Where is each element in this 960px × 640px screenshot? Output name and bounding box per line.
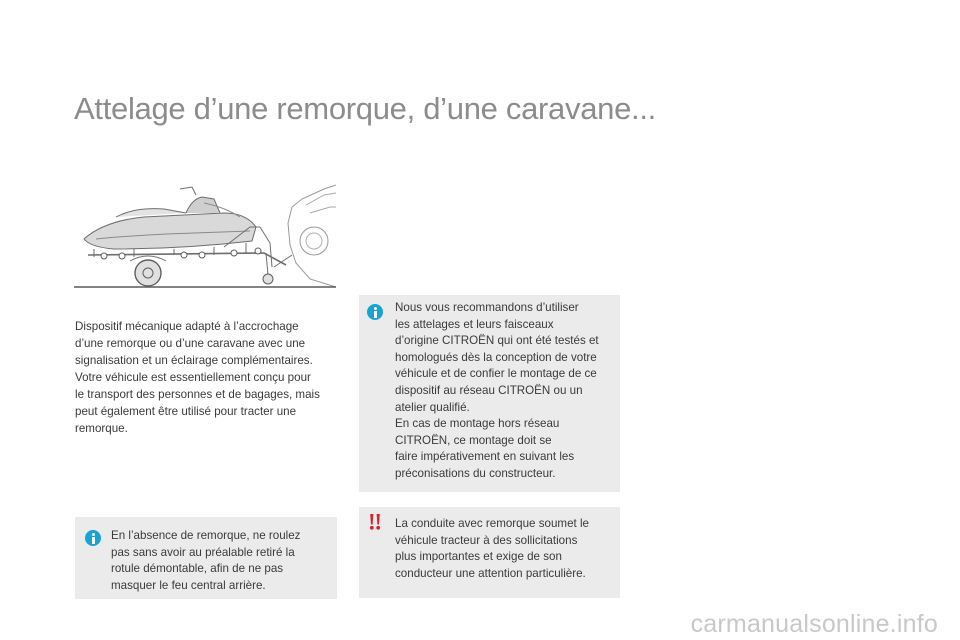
- warning-note-box: [359, 507, 620, 598]
- page-title: Attelage d’une remorque, d’une caravane...: [74, 91, 656, 126]
- note-line: pas sans avoir au préalable retiré la: [111, 545, 295, 559]
- intro-line: le transport des personnes et de bagages, mais: [75, 388, 320, 401]
- intro-line: d’une remorque ou d’une caravane avec une: [75, 337, 306, 350]
- note-line: En l’absence de remorque, ne roulez: [111, 529, 301, 542]
- note-line: CITROËN, ce montage doit se: [395, 433, 552, 447]
- note-line: Nous vous recommandons d’utiliser: [395, 301, 579, 314]
- info-icon: [367, 304, 383, 320]
- note-line: d’origine CITROËN qui ont été testés et: [395, 334, 599, 348]
- note-line: véhicule tracteur à des sollicitations: [395, 533, 578, 547]
- note-line: préconisations du constructeur.: [395, 466, 556, 480]
- double-exclamation-icon: [366, 513, 384, 531]
- intro-line: Dispositif mécanique adapté à l’accrochage: [75, 320, 299, 333]
- jetski-trailer-illustration: [74, 183, 338, 295]
- intro-line: Votre véhicule est essentiellement conçu pour: [75, 371, 311, 384]
- recommendation-note-box: [359, 295, 620, 492]
- note-line: rotule démontable, afin de ne pas: [111, 562, 284, 576]
- recommendation-note-text: [395, 300, 619, 483]
- intro-line: peut également être utilisé pour tracter une: [75, 405, 297, 418]
- intro-line: remorque.: [75, 422, 128, 435]
- info-note-box: [75, 517, 337, 599]
- intro-line: signalisation et un éclairage complémentaires.: [75, 354, 313, 367]
- note-line: La conduite avec remorque soumet le: [395, 517, 589, 530]
- note-line: les attelages et leurs faisceaux: [395, 317, 554, 331]
- note-line: En cas de montage hors réseau: [395, 417, 560, 431]
- note-line: véhicule et de confier le montage de ce: [395, 367, 597, 381]
- watermark: carmanualsonline.info: [690, 610, 938, 638]
- warning-note-text: [395, 516, 617, 582]
- note-line: conducteur une attention particulière.: [395, 566, 586, 580]
- note-line: dispositif au réseau CITROËN ou un: [395, 383, 583, 397]
- info-icon: [85, 530, 101, 546]
- note-line: homologués dès la conception de votre: [395, 350, 597, 364]
- intro-paragraph: [75, 318, 341, 437]
- info-note-text: [111, 528, 331, 594]
- note-line: masquer le feu central arrière.: [111, 578, 266, 592]
- note-line: plus importantes et exige de son: [395, 550, 562, 564]
- note-line: faire impérativement en suivant les: [395, 450, 575, 464]
- note-line: atelier qualifié.: [395, 400, 470, 414]
